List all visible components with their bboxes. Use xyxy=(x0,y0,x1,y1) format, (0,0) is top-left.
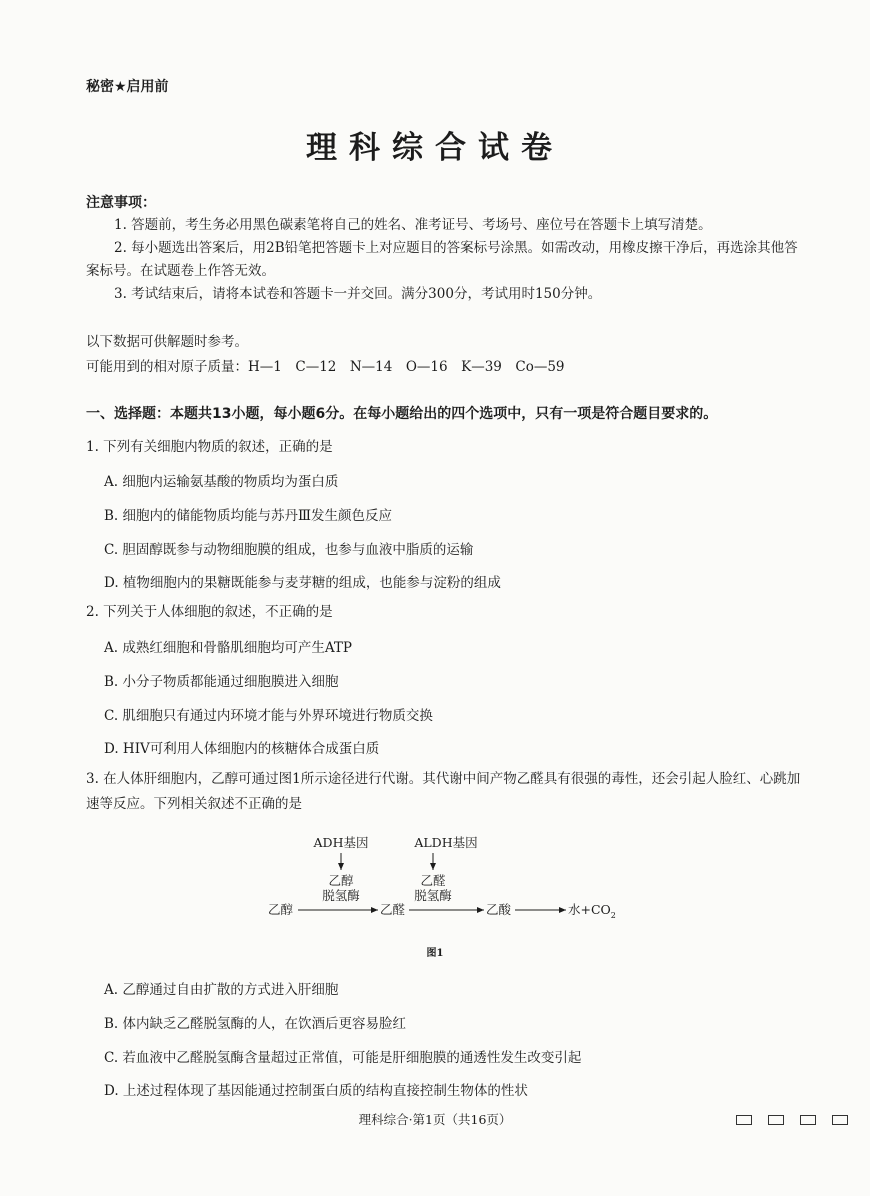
notice-item: 1. 答题前，考生务必用黑色碳素笔将自己的姓名、准考证号、考场号、座位号在答题卡上填写清楚。 xyxy=(114,217,712,233)
notice-list xyxy=(86,214,808,306)
option: C. 胆固醇既参与动物细胞膜的组成，也参与血液中脂质的运输 xyxy=(104,542,474,558)
score-box xyxy=(832,1115,848,1125)
products-text: 水+CO xyxy=(568,902,611,917)
option: B. 体内缺乏乙醛脱氢酶的人，在饮酒后更容易脸红 xyxy=(104,1016,407,1032)
score-box xyxy=(736,1115,752,1125)
notice-item: 2. 每小题选出答案后，用2B铅笔把答题卡上对应题目的答案标号涂黑。如需改动，用橡皮擦干净后，再选涂其他答案标号。在试题卷上作答无效。 xyxy=(86,240,798,279)
question-stem: 1. 下列有关细胞内物质的叙述，正确的是 xyxy=(86,439,333,455)
compound-acetaldehyde: 乙醛 xyxy=(380,902,406,917)
compound-ethanol: 乙醇 xyxy=(268,902,294,917)
reference-data xyxy=(86,330,808,380)
enzyme-label: 脱氢酶 xyxy=(322,888,360,903)
option: A. 细胞内运输氨基酸的物质均为蛋白质 xyxy=(104,474,339,490)
option: D. 植物细胞内的果糖既能参与麦芽糖的组成，也能参与淀粉的组成 xyxy=(104,575,501,591)
atomic-mass-line: 可能用到的相对原子质量：H—1 C—12 N—14 O—16 K—39 Co—59 xyxy=(86,359,565,375)
question-stem: 2. 下列关于人体细胞的叙述，不正确的是 xyxy=(86,604,333,620)
page-title: 理科综合试卷 xyxy=(306,130,564,166)
option: D. 上述过程体现了基因能通过控制蛋白质的结构直接控制生物体的性状 xyxy=(104,1083,528,1099)
enzyme-label: 乙醇 xyxy=(328,873,354,888)
score-box xyxy=(768,1115,784,1125)
secret-label: 秘密★启用前 xyxy=(86,79,169,95)
compound-products xyxy=(568,902,616,920)
enzyme-label: 脱氢酶 xyxy=(414,888,452,903)
notice-item: 3. 考试结束后，请将本试卷和答题卡一并交回。满分300分，考试用时150分钟。 xyxy=(114,286,602,302)
option: B. 细胞内的储能物质均能与苏丹Ⅲ发生颜色反应 xyxy=(104,508,393,524)
compound-acetic-acid: 乙酸 xyxy=(486,902,512,917)
option: B. 小分子物质都能通过细胞膜进入细胞 xyxy=(104,674,339,690)
gene-label-adh: ADH基因 xyxy=(313,835,369,850)
notice-heading: 注意事项： xyxy=(86,195,156,211)
metabolism-diagram xyxy=(268,830,628,930)
metabolism-diagram-svg xyxy=(268,830,628,930)
figure-caption: 图1 xyxy=(426,948,444,959)
score-boxes xyxy=(736,1115,848,1125)
option: D. HIV可利用人体细胞内的核糖体合成蛋白质 xyxy=(104,741,380,757)
products-subscript: 2 xyxy=(610,911,616,920)
enzyme-label: 乙醛 xyxy=(420,873,446,888)
section-heading: 一、选择题：本题共13小题，每小题6分。在每小题给出的四个选项中，只有一项是符合题目要求的。 xyxy=(86,406,718,422)
score-box xyxy=(800,1115,816,1125)
question-stem: 3. 在人体肝细胞内，乙醇可通过图1所示途径进行代谢。其代谢中间产物乙醛具有很强的毒性，还会引起人脸红、心跳加速等反应。下列相关叙述不正确的是 xyxy=(86,771,801,812)
option: C. 若血液中乙醛脱氢酶含量超过正常值，可能是肝细胞膜的通透性发生改变引起 xyxy=(104,1050,582,1066)
option: A. 乙醇通过自由扩散的方式进入肝细胞 xyxy=(104,982,339,998)
reference-intro: 以下数据可供解题时参考。 xyxy=(86,334,248,350)
option: C. 肌细胞只有通过内环境才能与外界环境进行物质交换 xyxy=(104,708,433,724)
option: A. 成熟红细胞和骨骼肌细胞均可产生ATP xyxy=(104,640,352,656)
page-footer: 理科综合·第1页（共16页） xyxy=(358,1112,512,1127)
gene-label-aldh: ALDH基因 xyxy=(414,835,478,850)
